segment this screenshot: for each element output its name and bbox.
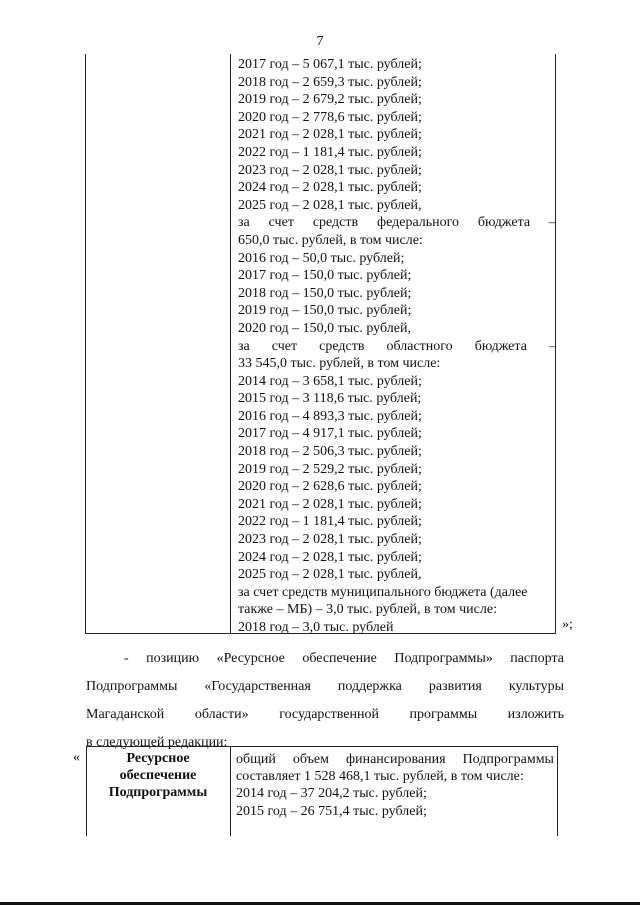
word: Подпрограммы xyxy=(86,679,178,694)
word: позицию xyxy=(146,651,200,666)
funding-line: также – МБ) – 3,0 тыс. рублей, в том числе: xyxy=(238,602,497,618)
paragraph-line xyxy=(86,673,564,701)
word: средств xyxy=(312,215,359,231)
word: Подпрограммы» xyxy=(394,651,493,666)
federal-budget-heading xyxy=(238,214,556,232)
funding-line: 650,0 тыс. рублей, в том числе: xyxy=(238,232,423,248)
funding-line: 2021 год – 2 028,1 тыс. рублей; xyxy=(238,127,422,143)
lower-table-divider xyxy=(230,746,231,836)
word: за xyxy=(238,338,250,354)
funding-line: 2022 год – 1 181,4 тыс. рублей; xyxy=(238,144,422,160)
word: за xyxy=(238,215,250,231)
word: счет xyxy=(268,215,294,231)
word: «Государственная xyxy=(204,679,311,694)
funding-line: 2025 год – 2 028,1 тыс. рублей, xyxy=(238,567,422,583)
lower-funding-text xyxy=(236,751,554,820)
funding-line: 2016 год – 50,0 тыс. рублей; xyxy=(238,250,405,266)
funding-line: 2022 год – 1 181,4 тыс. рублей; xyxy=(238,514,422,530)
word: федерального xyxy=(377,215,460,231)
word: обеспечение xyxy=(302,651,377,666)
label-line: обеспечение xyxy=(119,768,197,783)
funding-line: 2023 год – 2 028,1 тыс. рублей; xyxy=(238,532,422,548)
funding-line: за счет средств муниципального бюджета (далее xyxy=(238,584,528,600)
word: счет xyxy=(271,338,298,354)
funding-line: 2024 год – 2 028,1 тыс. рублей; xyxy=(238,549,422,565)
funding-line: 2018 год – 2 506,3 тыс. рублей; xyxy=(238,444,422,460)
word: – xyxy=(548,215,556,231)
word: объем xyxy=(292,752,329,767)
word: бюджета xyxy=(474,338,527,354)
page-number: 7 xyxy=(316,34,324,49)
word: паспорта xyxy=(510,651,564,666)
word: поддержка xyxy=(337,679,402,694)
funding-line: 2020 год – 2 778,6 тыс. рублей; xyxy=(238,109,422,125)
word: развития xyxy=(428,679,482,694)
label-line: Ресурсное xyxy=(126,751,190,766)
funding-line: 2014 год – 37 204,2 тыс. рублей; xyxy=(236,786,427,802)
funding-line: 2019 год – 150,0 тыс. рублей; xyxy=(238,303,412,319)
funding-line: 2020 год – 2 628,6 тыс. рублей; xyxy=(238,479,422,495)
paragraph-line xyxy=(86,701,564,729)
word: областного xyxy=(386,338,453,354)
paragraph-line: в следующей редакции: xyxy=(86,735,228,750)
funding-line: 2017 год – 5 067,1 тыс. рублей; xyxy=(238,57,422,72)
regional-budget-heading xyxy=(238,338,556,356)
funding-line: 2018 год – 2 659,3 тыс. рублей; xyxy=(238,74,422,90)
funding-line: 2018 год – 150,0 тыс. рублей; xyxy=(238,285,412,301)
funding-line: 2014 год – 3 658,1 тыс. рублей; xyxy=(238,373,422,389)
funding-line: 2017 год – 4 917,1 тыс. рублей; xyxy=(238,426,422,442)
resource-provision-label xyxy=(88,750,228,801)
funding-line xyxy=(236,751,554,768)
funding-line: 2015 год – 26 751,4 тыс. рублей; xyxy=(236,803,427,819)
funding-line: 2019 год – 2 679,2 тыс. рублей; xyxy=(238,92,422,108)
word: Подпрограммы xyxy=(462,752,554,767)
word: средств xyxy=(319,338,365,354)
label-line: Подпрограммы xyxy=(108,785,208,800)
word: «Ресурсное xyxy=(216,651,285,666)
word: программы xyxy=(409,707,478,722)
word: - xyxy=(124,651,129,666)
word: – xyxy=(548,338,556,354)
upper-table-divider xyxy=(230,54,231,634)
funding-line: 2020 год – 150,0 тыс. рублей, xyxy=(238,320,411,336)
funding-line: 2021 год – 2 028,1 тыс. рублей; xyxy=(238,496,422,512)
word: культуры xyxy=(508,679,564,694)
opening-quote-mark: « xyxy=(73,750,80,765)
word: государственной xyxy=(279,707,379,722)
funding-line: 2019 год – 2 529,2 тыс. рублей; xyxy=(238,461,422,477)
word: изложить xyxy=(507,707,564,722)
funding-line: 2016 год – 4 893,3 тыс. рублей; xyxy=(238,408,422,424)
funding-line: 33 545,0 тыс. рублей, в том числе: xyxy=(238,356,441,372)
paragraph-line xyxy=(86,645,564,673)
word: бюджета xyxy=(477,215,531,231)
funding-line: составляет 1 528 468,1 тыс. рублей, в том числе: xyxy=(236,769,524,785)
word: общий xyxy=(236,752,276,767)
instruction-paragraph xyxy=(86,645,564,757)
funding-line: 2025 год – 2 028,1 тыс. рублей, xyxy=(238,197,422,213)
word: Магаданской xyxy=(86,707,165,722)
funding-line: 2018 год – 3,0 тыс. рублей xyxy=(238,620,394,635)
word: финансирования xyxy=(346,752,446,767)
funding-line: 2017 год – 150,0 тыс. рублей; xyxy=(238,268,412,284)
funding-line: 2023 год – 2 028,1 тыс. рублей; xyxy=(238,162,422,178)
closing-quote-mark: »; xyxy=(562,617,573,632)
funding-line: 2024 год – 2 028,1 тыс. рублей; xyxy=(238,180,422,196)
funding-line: 2015 год – 3 118,6 тыс. рублей; xyxy=(238,391,422,407)
word: области» xyxy=(194,707,249,722)
upper-funding-text xyxy=(238,56,556,637)
